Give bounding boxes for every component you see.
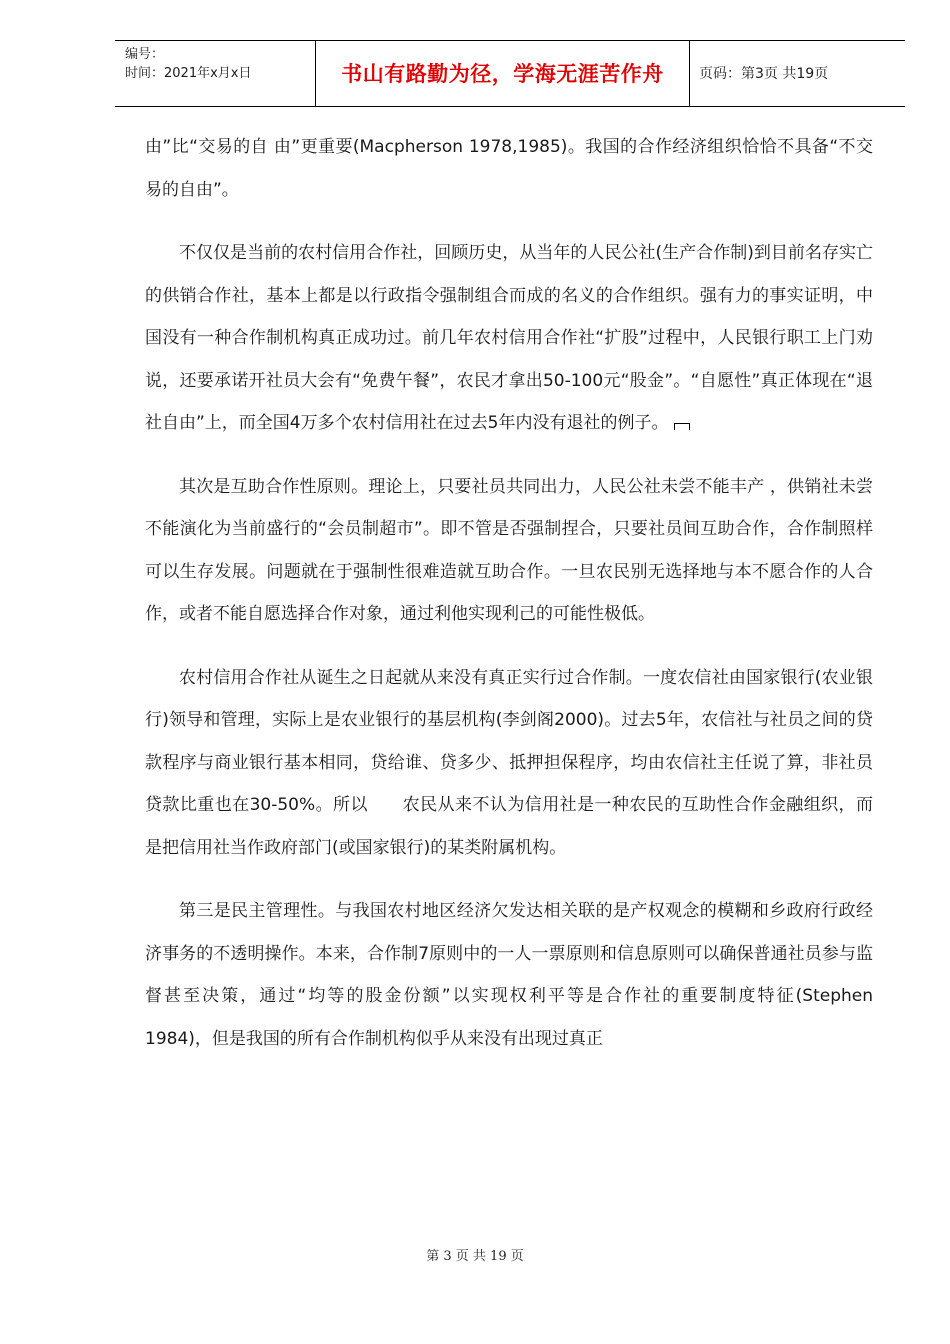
header-divider xyxy=(689,41,690,107)
body-paragraph: 农村信用合作社从诞生之日起就从来没有真正实行过合作制。一度农信社由国家银行(农业银行)领导和管理，实际上是农业银行的基层机构(李剑阁2000)。过去5年，农信社与社员之间的贷款程序与商业银行基本相同，贷给谁、贷多少、抵押担保程序，均由农信社主任说了算，非社员贷款比重也在30-50%。所以 农民从来不认为信用社是一种农民的互助性合作金融组织，而是把信用社当作政府部门(或国家银行)的某类附属机构。 xyxy=(145,667,873,858)
page-header xyxy=(115,40,905,107)
body-paragraph: 其次是互助合作性原则。理论上，只要社员共同出力，人民公社未尝不能丰产 ，供销社未尝不能演化为当前盛行的“会员制超市”。即不管是否强制捏合，只要社员间互助合作，合作制照样可以生存发展。问题就在于强制性很难造就互助合作。一旦农民别无选择地与本不愿合作的人合作，或者不能自愿选择合作对象，通过利他实现利己的可能性极低。 xyxy=(145,476,873,624)
document-time-label: 时间：2021年x月x日 xyxy=(125,66,252,81)
header-meta xyxy=(125,45,251,83)
body-paragraph: 第三是民主管理性。与我国农村地区经济欠发达相关联的是产权观念的模糊和乡政府行政经济事务的不透明操作。本来，合作制7原则中的一人一票原则和信息原则可以确保普通社员参与监督甚至决策，通过“均等的股金份额”以实现权利平等是合作社的重要制度特征(Stephen 1984)，但是我国的所有合作制机构似乎从来没有出现过真正 xyxy=(145,901,873,1049)
document-body xyxy=(145,126,873,1081)
document-number-label: 编号： xyxy=(125,47,165,62)
body-paragraph-text: 不仅仅是当前的农村信用合作社，回顾历史，从当年的人民公社(生产合作制)到目前名存实亡的供销合作社，基本上都是以行政指令强制组合而成的名义的合作组织。强有力的事实证明，中国没有一种合作制机构真正成功过。前几年农村信用合作社“扩股”过程中，人民银行职工上门劝说，还要承诺开社员大会有“免费午餐”，农民才拿出50-100元“股金”。“自愿性”真正体现在“退社自由”上，而全国4万多个农村信用社在过去5年内没有退社的例子。 xyxy=(145,243,873,433)
body-paragraph: 由”比“交易的自 由”更重要(Macpherson 1978,1985)。我国的合作经济组织恰恰不具备“不交易的自由”。 xyxy=(145,137,873,200)
header-motto: 书山有路勤为径，学海无涯苦作舟 xyxy=(341,62,664,86)
header-page-info: 页码：第3页 共19页 xyxy=(699,66,829,82)
body-paragraph xyxy=(145,232,873,445)
footnote-marker-icon[interactable] xyxy=(674,423,690,430)
page-footer: 第 3 页 共 19 页 xyxy=(426,1249,524,1264)
